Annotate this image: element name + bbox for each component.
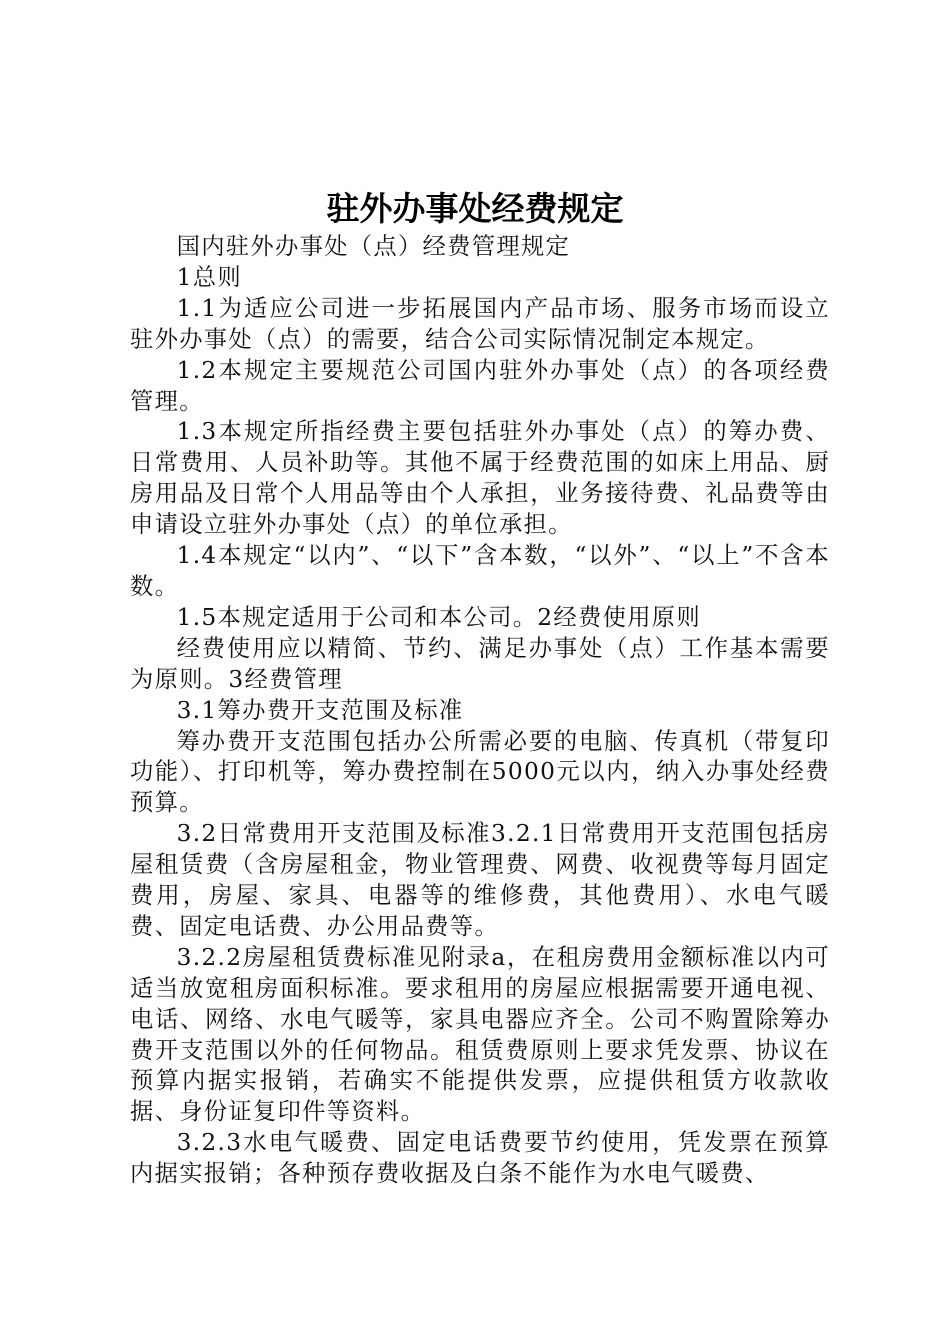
- paragraph-1-1: 1.1为适应公司进一步拓展国内产品市场、服务市场而设立驻外办事处（点）的需要，结合公司实际情况制定本规定。: [130, 294, 830, 353]
- paragraph-3-1: 3.1筹办费开支范围及标准: [176, 696, 464, 724]
- paragraph-3-1-detail: 筹办费开支范围包括办公所需必要的电脑、传真机（带复印功能）、打印机等，筹办费控制在5000元以内，纳入办事处经费预算。: [130, 727, 830, 817]
- paragraph-principle: 经费使用应以精简、节约、满足办事处（点）工作基本需要为原则。3经费管理: [130, 634, 830, 693]
- document-body: [130, 232, 830, 1190]
- paragraph-3-2-3: 3.2.3水电气暖费、固定电话费要节约使用，凭发票在预算内据实报销；各种预存费收据及白条不能作为水电气暖费、: [130, 1129, 830, 1188]
- paragraph-section-1: 1总则: [176, 263, 242, 291]
- document-title: 驻外办事处经费规定: [326, 189, 624, 228]
- paragraph-subtitle: 国内驻外办事处（点）经费管理规定: [176, 233, 571, 260]
- paragraph-1-4: 1.4本规定“以内”、“以下”含本数，“以外”、“以上”不含本数。: [130, 542, 830, 600]
- paragraph-1-2: 1.2本规定主要规范公司国内驻外办事处（点）的各项经费管理。: [130, 356, 830, 415]
- paragraph-1-3: 1.3本规定所指经费主要包括驻外办事处（点）的筹办费、日常费用、人员补助等。其他不属于经费范围的如床上用品、厨房用品及日常个人用品等由个人承担，业务接待费、礼品费等由申请设立驻外办事处（点）的单位承担。: [130, 418, 830, 539]
- paragraph-3-2: 3.2日常费用开支范围及标准3.2.1日常费用开支范围包括房屋租赁费（含房屋租金，物业管理费、网费、收视费等每月固定费用，房屋、家具、电器等的维修费，其他费用）、水电气暖费、固定电话费、办公用品费等。: [130, 820, 830, 940]
- paragraph-1-5: 1.5本规定适用于公司和本公司。2经费使用原则: [176, 603, 702, 631]
- paragraph-3-2-2: 3.2.2房屋租赁费标准见附录a，在租房费用金额标准以内可适当放宽租房面积标准。要求租用的房屋应根据需要开通电视、电话、网络、水电气暖等，家具电器应齐全。公司不购置除筹办费开支范围以外的任何物品。租赁费原则上要求凭发票、协议在预算内据实报销，若确实不能提供发票，应提供租赁方收款收据、身份证复印件等资料。: [130, 943, 830, 1126]
